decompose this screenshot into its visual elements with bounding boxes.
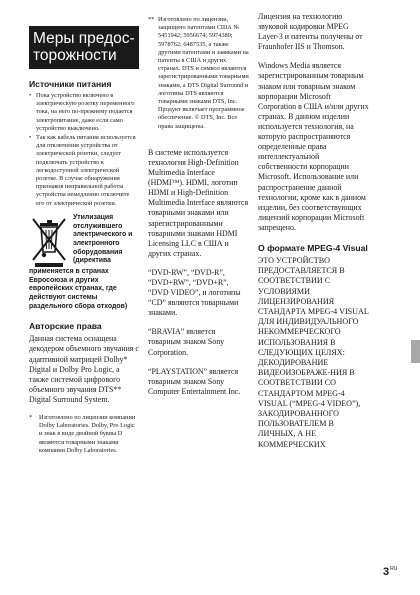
section-tab bbox=[411, 340, 420, 363]
power-bullet: • Пока устройство включено в электрическую розетку переменного тока, на него по-прежнему подается электропитание, даже если само устройство выключено. bbox=[29, 92, 139, 133]
page-number-value: 3 bbox=[383, 566, 390, 578]
footnote-dts bbox=[148, 16, 250, 131]
footnote-mark: * bbox=[29, 414, 33, 422]
bravia-paragraph: “BRAVIA” является товарным знаком Sony Corporation. bbox=[148, 327, 225, 357]
crossed-out-wheelie-bin-icon bbox=[29, 214, 69, 268]
column-1 bbox=[29, 12, 139, 460]
page-language: RU bbox=[390, 566, 398, 572]
footnote-mark: ** bbox=[148, 16, 155, 23]
playstation-paragraph: “PLAYSTATION” является товарным знаком Sony Computer Entertainment Inc. bbox=[148, 366, 241, 396]
weee-block bbox=[29, 214, 139, 268]
weee-title: Утилизация отслужившего электрического и электронного оборудования (директива bbox=[73, 213, 133, 265]
dvd-paragraph: “DVD-RW”, “DVD-R”, “DVD+RW”, “DVD+R”, “DVD VIDEO”, и логотипы “CD” являются товарными знаками. bbox=[148, 267, 241, 318]
power-heading: Источники питания bbox=[29, 79, 112, 89]
copyright-heading: Авторские права bbox=[29, 321, 102, 332]
footnote-text: Изготовлено по лицензии компании Dolby Laboratories. Dolby, Pro Logic и знак в виде двойной буквы D являются товарными знаками компании Dolby Laboratories. bbox=[39, 414, 136, 454]
footnote-dolby bbox=[29, 414, 139, 455]
footnote-text: Изготовлено по лицензии, защищено патентами США № 5451942; 5956674; 5974380; 5978762; 6487535, а также другими патентами и заявками на патенты в США и других странах. DTS и символ являются зарегистрированными товарными знаками, а DTS Digital Surround и логотипы DTS являются товарными знаками DTS, Inc. Продукт включает программное обеспечение. © DTS, Inc. Все права защищены. bbox=[158, 16, 249, 130]
mpeg4-text: ЭТО УСТРОЙСТВО ПРЕДОСТАВЛЯЕТСЯ В СООТВЕТСТВИИ С УСЛОВИЯМИ ЛИЦЕНЗИРОВАНИЯ СТАНДАРТА MPEG-4 VISUAL ДЛЯ ИНДИВИДУАЛЬНОГО НЕКОММЕРЧЕСКОГО ИСПОЛЬЗОВАНИЯ В СЛЕДУЮЩИХ ЦЕЛЯХ: ДЕКОДИРОВАНИЕ ВИДЕОИЗОБРАЖЕ-НИЯ В СООТВЕТСТВИИ СО СТАНДАРТОМ MPEG-4 VISUAL (“MPEG-4 VIDEO”), ЗАКОДИРОВАННОГО ПОЛЬЗОВАТЕЛЕМ В ЛИЧНЫХ, А НЕ КОММЕРЧЕСКИХ bbox=[258, 255, 369, 449]
copyright-text: Данная система оснащена декодером объемного звучания с адаптивной матрицей Dolby* Digital и Dolby Pro Logic, а также системой цифрового объемного звучания DTS** Digital Surround System. bbox=[29, 334, 139, 404]
power-bullets bbox=[29, 92, 139, 208]
column-2 bbox=[148, 12, 250, 406]
page-title: Меры предос-торожности bbox=[29, 26, 139, 69]
column-3 bbox=[258, 12, 370, 459]
power-bullet: • Так как кабель питания используется для отключения устройства от электрической розетки, следует подключать устройство к легкодоступной электрической розетке. В случае обнаружения признаков неправильной работы устройства немедленно отключите его от электрической розетки. bbox=[29, 134, 139, 208]
mpeg4-heading: О формате MPEG-4 Visual bbox=[258, 242, 368, 253]
hdmi-paragraph: В системе используется технология High-Definition Multimedia Interface (HDMI™). HDMI, логотип HDMI и High-Definition Multimedia Interface являются товарными знаками или зарегистрированными товарными знаками HDMI Licensing LLC в США и других странах. bbox=[148, 147, 249, 258]
page-number bbox=[383, 566, 397, 578]
weee-description: применяется в странах Евросоюза и других европейских странах, где действуют системы раздельного сбора отходов) bbox=[29, 267, 128, 310]
mpeg3-paragraph: Лицензия на технологию звуковой кодировки MPEG Layer-3 и патенты получены от Fraunhofer IIS и Thomson. bbox=[258, 12, 363, 52]
windows-media-paragraph: Windows Media является зарегистрированным товарным знаком или товарным знаком корпорации Microsoft Corporation в США и/или других странах. В данном изделии используется технология, на которую распространяются определенные права интеллектуальной собственности корпорации Microsoft. Использование или распространение данной технологии, кроме как в данном изделии, без соответствующих лицензий корпорации Microsoft запрещено. bbox=[258, 61, 369, 232]
